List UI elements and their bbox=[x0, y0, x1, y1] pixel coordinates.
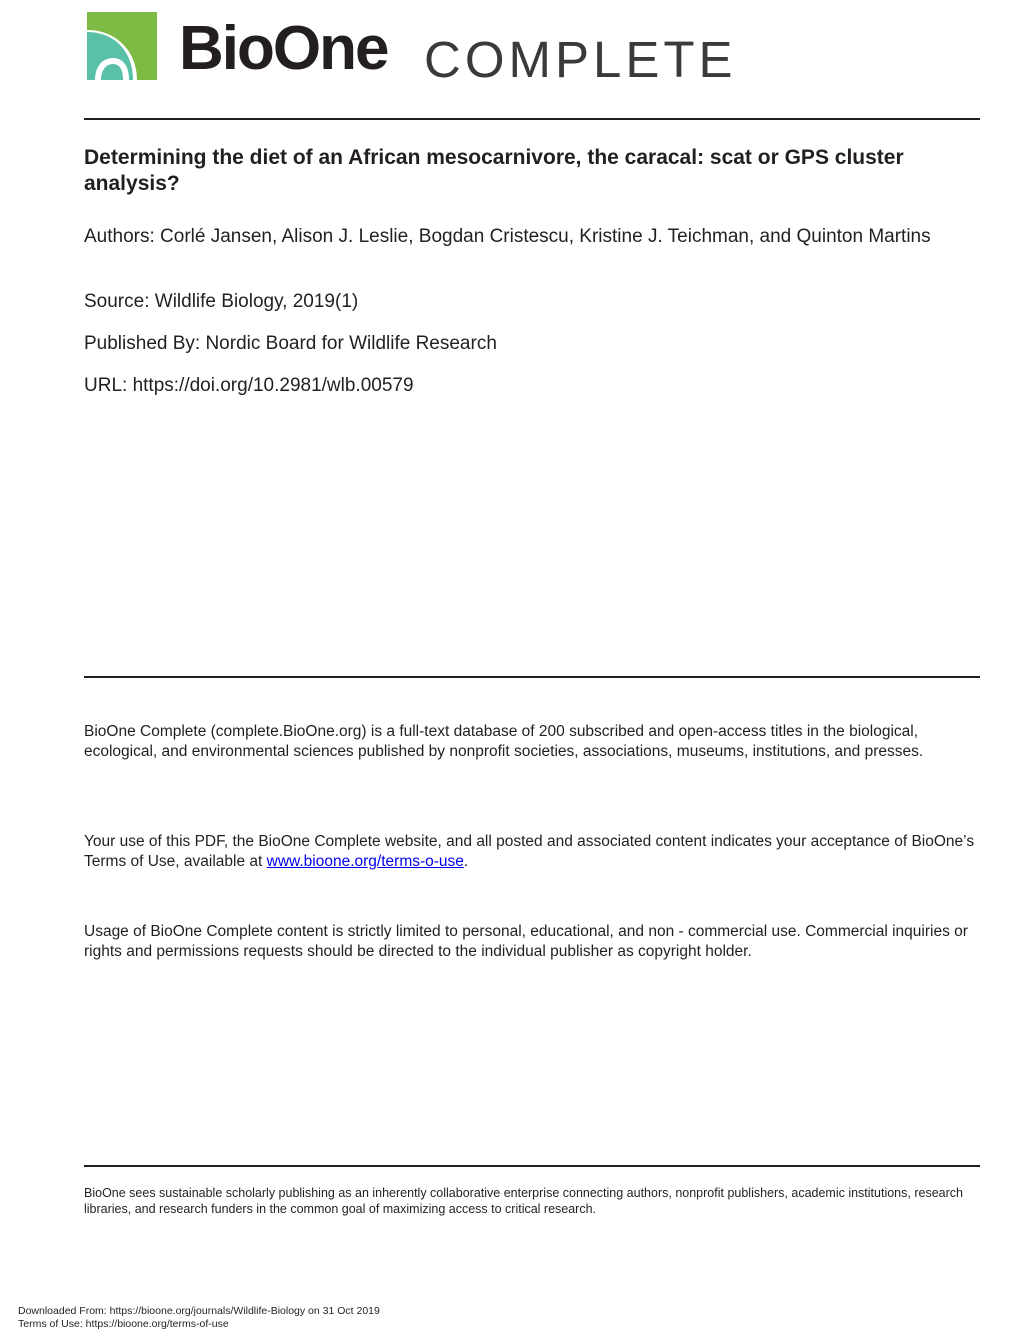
terms-prefix-text: Your use of this PDF, the BioOne Complete website, and all posted and associated content indicates your acceptance of BioOne’s Terms of Use, available at bbox=[84, 833, 975, 870]
article-publisher: Published By: Nordic Board for Wildlife Research bbox=[84, 333, 497, 354]
logo-bioone-text: BioOne bbox=[179, 14, 388, 83]
database-description: BioOne Complete (complete.BioOne.org) is a full-text database of 200 subscribed and open-access titles in the biological, ecological, and environmental sciences published by nonprofit societies, associations, museums, institutions, and presses. bbox=[84, 723, 924, 760]
terms-suffix-text: . bbox=[463, 852, 469, 870]
article-authors: Authors: Corlé Jansen, Alison J. Leslie, Bogdan Cristescu, Kristine J. Teichman, and Quinton Martins bbox=[84, 226, 931, 247]
terms-of-use-link[interactable]: www.bioone.org/terms-o-use bbox=[266, 852, 464, 870]
footer-downloaded-from: Downloaded From: https://bioone.org/journals/Wildlife-Biology on 31 Oct 2019 bbox=[18, 1305, 380, 1317]
terms-of-use-notice bbox=[84, 832, 980, 871]
mission-statement: BioOne sees sustainable scholarly publishing as an inherently collaborative enterprise connecting authors, nonprofit publishers, academic institutions, research libraries, and research funders in the common goal of maximizing access to critical research. bbox=[84, 1186, 963, 1216]
article-url[interactable]: URL: https://doi.org/10.2981/wlb.00579 bbox=[84, 375, 414, 396]
footer-terms-of-use: Terms of Use: https://bioone.org/terms-of-use bbox=[18, 1318, 229, 1330]
top-divider bbox=[84, 118, 980, 120]
logo-complete-text: COMPLETE bbox=[424, 31, 737, 88]
bottom-divider bbox=[84, 1165, 980, 1167]
usage-restriction-notice: Usage of BioOne Complete content is strictly limited to personal, educational, and non - commercial use. Commercial inquiries or rights and permissions requests should be directed to the individual publisher as copyright holder. bbox=[84, 923, 968, 960]
article-source: Source: Wildlife Biology, 2019(1) bbox=[84, 291, 359, 312]
middle-divider bbox=[84, 676, 980, 678]
bioone-leaf-icon bbox=[87, 12, 157, 82]
article-title: Determining the diet of an African mesocarnivore, the caracal: scat or GPS cluster analysis? bbox=[84, 146, 904, 195]
bioone-complete-logo bbox=[87, 12, 767, 88]
